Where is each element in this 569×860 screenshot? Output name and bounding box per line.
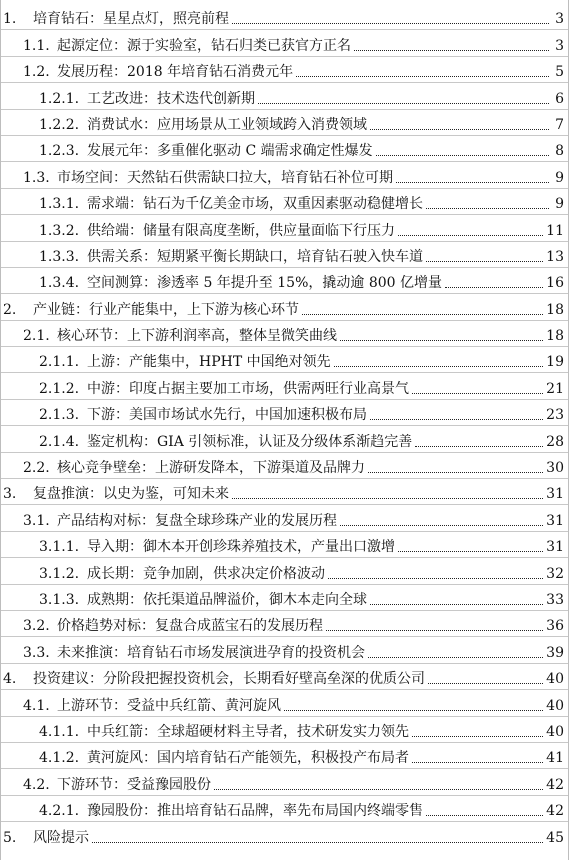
toc-entry-title: 未来推演：培育钻石市场发展演进孕育的投资机会 [57,644,365,661]
toc-entry-page: 40 [546,723,564,740]
toc-entry-number: 3.1. [23,512,50,529]
toc-dot-leader [426,815,543,816]
toc-entry[interactable] [3,504,564,530]
toc-entry-title: 鉴定机构：GIA 引领标准，认证及分级体系渐趋完善 [87,433,413,450]
toc-dot-leader [426,261,543,262]
row-divider [1,821,568,822]
toc-entry-title: 供给端：储量有限高度垄断，供应量面临下行压力 [87,222,395,239]
toc-dot-leader [232,23,549,24]
toc-entry-page: 42 [546,776,564,793]
toc-entry[interactable] [3,821,564,847]
toc-entry[interactable] [3,399,564,425]
toc-entry[interactable] [3,109,564,135]
toc-dot-leader [415,446,543,447]
toc-entry-title: 成长期：竞争加剧，供求决定价格波动 [87,565,325,582]
row-divider [1,109,568,110]
toc-dot-leader [302,314,543,315]
toc-entry-number: 4.1.2. [39,750,80,767]
toc-entry-title: 复盘推演：以史为鉴，可知未来 [33,486,229,503]
toc-entry-page: 11 [546,222,564,239]
toc-entry-page: 5 [555,64,564,81]
row-divider [1,663,568,664]
row-divider [1,293,568,294]
toc-entry-number: 1.2.1. [39,90,80,107]
toc-entry[interactable] [3,293,564,319]
toc-dot-leader [326,630,543,631]
toc-dot-leader [92,842,543,843]
toc-entry-number: 1.3.1. [39,196,80,213]
toc-dot-leader [340,340,543,341]
toc-entry-number: 3.1.1. [39,539,80,556]
toc-entry-title: 核心竞争壁垒：上游研发降本，下游渠道及品牌力 [57,460,365,477]
toc-entry-page: 31 [546,512,564,529]
toc-dot-leader [232,498,543,499]
toc-dot-leader [370,129,549,130]
row-divider [1,135,568,136]
row-divider [1,267,568,268]
row-divider [1,161,568,162]
toc-entry[interactable] [3,188,564,214]
toc-dot-leader [370,419,543,420]
row-divider [1,795,568,796]
toc-entry-page: 3 [555,37,564,54]
toc-entry-title: 上游：产能集中，HPHT 中国绝对领先 [87,354,331,371]
toc-entry-number: 2.1. [23,328,50,345]
toc-entry-title: 中兵红箭：全球超硬材料主导者，技术研发实力领先 [87,723,409,740]
row-divider [1,689,568,690]
toc-entry-number: 2.1.4. [39,433,80,450]
toc-entry[interactable] [3,346,564,372]
toc-entry[interactable] [3,3,564,29]
toc-entry-page: 45 [546,829,564,846]
toc-entry-number: 2.1.2. [39,380,80,397]
toc-entry-page: 39 [546,644,564,661]
toc-entry[interactable] [3,557,564,583]
toc-dot-leader [376,155,549,156]
toc-entry-title: 消费试水：应用场景从工业领域跨入消费领域 [87,116,367,133]
toc-entry[interactable] [3,425,564,451]
toc-dot-leader [412,393,543,394]
toc-entry-number: 4.1. [23,697,50,714]
toc-dot-leader [370,604,543,605]
row-divider [1,82,568,83]
row-divider [1,29,568,30]
toc-entry-number: 4.1.1. [39,723,80,740]
toc-entry-number: 2.1.3. [39,407,80,424]
toc-entry-title: 市场空间：天然钻石供需缺口拉大，培育钻石补位可期 [57,169,393,186]
toc-entry-title: 核心环节：上下游利润率高，整体呈微笑曲线 [57,328,337,345]
toc-entry-page: 18 [546,301,564,318]
toc-entry-title: 产业链：行业产能集中，上下游为核心环节 [33,301,299,318]
toc-entry-number: 1.3. [23,169,50,186]
toc-entry-page: 16 [546,275,564,292]
row-divider [1,346,568,347]
toc-entry-title: 起源定位：源于实验室，钻石归类已获官方正名 [57,37,351,54]
toc-entry-number: 3.3. [23,644,50,661]
toc-entry-number: 4.2. [23,776,50,793]
row-divider [1,188,568,189]
row-divider [1,425,568,426]
toc-dot-leader [428,683,543,684]
toc-entry-page: 23 [546,407,564,424]
row-divider [1,214,568,215]
toc-entry-page: 30 [546,460,564,477]
toc-entry-title: 培育钻石：星星点灯，照亮前程 [33,11,229,28]
toc-entry[interactable] [3,636,564,662]
toc-entry-number: 1.1. [23,37,50,54]
toc-entry-title: 豫园股份：推出培育钻石品牌，率先布局国内终端零售 [87,803,423,820]
toc-dot-leader [398,551,543,552]
toc-entry-title: 黄河旋风：国内培育钻石产能领先，积极投产布局者 [87,750,409,767]
toc-dot-leader [396,182,549,183]
toc-entry-title: 中游：印度占据主要加工市场，供需两旺行业高景气 [87,380,409,397]
toc-dot-leader [334,366,544,367]
toc-entry-number: 1.2.3. [39,143,80,160]
toc-entry-title: 风险提示 [33,829,89,846]
toc-dot-leader [284,710,543,711]
toc-entry-number: 3.2. [23,618,50,635]
toc-entry-page: 8 [555,143,564,160]
row-divider [1,610,568,611]
toc-entry-number: 1. [3,11,17,28]
row-divider [1,478,568,479]
toc-entry-number: 1.3.4. [39,275,80,292]
toc-entry[interactable] [3,267,564,293]
toc-entry-title: 产品结构对标：复盘全球珍珠产业的发展历程 [57,512,337,529]
row-divider [1,399,568,400]
row-divider [1,531,568,532]
toc-entry[interactable] [3,584,564,610]
toc-dot-leader [296,76,549,77]
toc-entry-page: 42 [546,803,564,820]
row-divider [1,504,568,505]
toc-dot-leader [445,287,543,288]
toc-dot-leader [412,736,543,737]
toc-entry[interactable] [3,663,564,689]
toc-entry[interactable] [3,214,564,240]
toc-entry[interactable] [3,82,564,108]
toc-entry-page: 41 [546,750,564,767]
toc-entry[interactable] [3,135,564,161]
toc-entry-page: 31 [546,486,564,503]
toc-entry-page: 36 [546,618,564,635]
toc-entry[interactable] [3,689,564,715]
row-divider [1,56,568,57]
toc-entry[interactable] [3,478,564,504]
toc-entry-number: 4.2.1. [39,803,80,820]
toc-entry-title: 工艺改进：技术迭代创新期 [87,90,255,107]
toc-entry-number: 1.3.3. [39,248,80,265]
toc-entry-page: 40 [546,697,564,714]
toc-entry-number: 5. [3,829,17,846]
toc-entry[interactable] [3,372,564,398]
toc-entry-title: 发展元年：多重催化驱动 C 端需求确定性爆发 [87,143,373,160]
row-divider [1,452,568,453]
toc-entry[interactable] [3,610,564,636]
toc-entry[interactable] [3,742,564,768]
toc-entry[interactable] [3,320,564,346]
toc-dot-leader [214,789,543,790]
toc-entry-number: 3.1.3. [39,591,80,608]
toc-dot-leader [354,50,549,51]
row-divider [1,372,568,373]
toc-dot-leader [258,103,549,104]
toc-entry-number: 3. [3,486,17,503]
toc-entry-number: 1.3.2. [39,222,80,239]
toc-entry-page: 40 [546,671,564,688]
toc-entry-number: 4. [3,671,17,688]
row-divider [1,768,568,769]
row-divider [1,742,568,743]
toc-entry[interactable] [3,241,564,267]
toc-entry-page: 33 [546,591,564,608]
toc-entry-title: 供需关系：短期紧平衡长期缺口，培育钻石驶入快车道 [87,248,423,265]
toc-entry[interactable] [3,531,564,557]
toc-dot-leader [412,762,543,763]
toc-entry[interactable] [3,29,564,55]
toc-entry-title: 导入期：御木本开创珍珠养殖技术，产量出口激增 [87,539,395,556]
toc-entry-number: 1.2. [23,64,50,81]
row-divider [1,716,568,717]
toc-entry-title: 需求端：钻石为千亿美金市场，双重因素驱动稳健增长 [87,196,423,213]
toc-entry-number: 3.1.2. [39,565,80,582]
toc-dot-leader [328,578,543,579]
toc-entry-title: 投资建议：分阶段把握投资机会，长期看好壁高垒深的优质公司 [33,671,425,688]
toc-entry[interactable] [3,768,564,794]
toc-entry-number: 1.2.2. [39,116,80,133]
toc-entry-page: 28 [546,433,564,450]
row-divider [1,557,568,558]
toc-entry-page: 9 [555,196,564,213]
toc-entry-page: 3 [555,11,564,28]
toc-entry[interactable] [3,716,564,742]
toc-entry-page: 31 [546,539,564,556]
toc-entry-title: 成熟期：依托渠道品牌溢价，御木本走向全球 [87,591,367,608]
toc-entry[interactable] [3,795,564,821]
toc-entry[interactable] [3,452,564,478]
toc-entry-title: 下游：美国市场试水先行，中国加速积极布局 [87,407,367,424]
toc-entry-title: 空间测算：渗透率 5 年提升至 15%，撬动逾 800 亿增量 [87,275,442,292]
toc-entry-number: 2.2. [23,460,50,477]
toc-entry[interactable] [3,161,564,187]
toc-entry-page: 19 [546,354,564,371]
toc-dot-leader [426,208,549,209]
toc-entry-page: 9 [555,169,564,186]
toc-entry-page: 18 [546,328,564,345]
toc-entry-title: 价格趋势对标：复盘合成蓝宝石的发展历程 [57,618,323,635]
toc-dot-leader [368,657,543,658]
toc-dot-leader [368,472,543,473]
toc-entry-page: 21 [546,380,564,397]
toc-entry-number: 2. [3,301,17,318]
toc-entry-title: 发展历程：2018 年培育钻石消费元年 [57,64,294,81]
toc-entry-page: 32 [546,565,564,582]
toc-entry-page: 13 [546,248,564,265]
toc-entry-title: 下游环节：受益豫园股份 [57,776,211,793]
toc-dot-leader [340,525,543,526]
row-divider [1,584,568,585]
row-divider [1,636,568,637]
toc-entry-page: 7 [555,116,564,133]
toc-entry-title: 上游环节：受益中兵红箭、黄河旋风 [57,697,281,714]
toc-entry[interactable] [3,56,564,82]
toc-entry-number: 2.1.1. [39,354,80,371]
toc-dot-leader [398,235,543,236]
row-divider [1,320,568,321]
row-divider [1,241,568,242]
toc-entry-page: 6 [555,90,564,107]
